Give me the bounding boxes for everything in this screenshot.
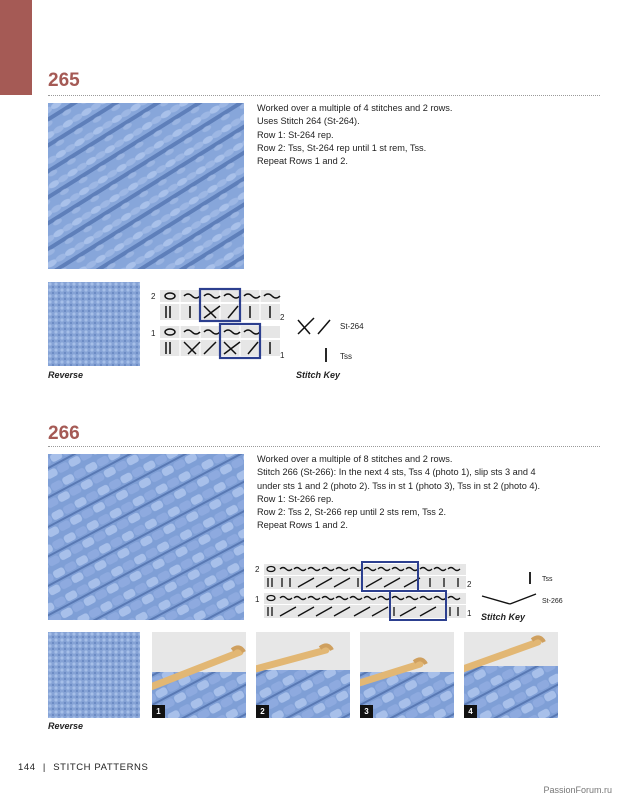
page-number: 144 <box>18 762 36 773</box>
key-label: St-264 <box>340 322 364 331</box>
reverse-caption: Reverse <box>48 370 84 380</box>
watermark: PassionForum.ru <box>543 785 612 795</box>
instruction-line: Worked over a multiple of 4 stitches and 2 rows. <box>257 103 453 113</box>
step-photo-2 <box>256 632 350 718</box>
step-photo-3 <box>360 632 454 718</box>
chart-row-number: 1 <box>151 329 156 338</box>
step-photo-4 <box>464 632 558 718</box>
instruction-line: Stitch 266 (St-266): In the next 4 sts, Tss 4 (photo 1), slip sts 3 and 4 <box>257 467 536 478</box>
instruction-line: Row 1: St-266 rep. <box>257 493 334 504</box>
instruction-line: Repeat Rows 1 and 2. <box>257 520 348 531</box>
instruction-line: Row 1: St-264 rep. <box>257 129 334 140</box>
stitch-key-title: Stitch Key <box>296 370 341 380</box>
chart-row-number: 2 <box>280 313 285 322</box>
chart-row-number: 2 <box>255 565 260 574</box>
stitch-key-title: Stitch Key <box>481 612 526 622</box>
step-badge: 3 <box>360 705 373 718</box>
instruction-line: Repeat Rows 1 and 2. <box>257 156 348 167</box>
reverse-caption: Reverse <box>48 721 84 731</box>
step-badge: 4 <box>464 705 477 718</box>
instruction-line: Row 2: Tss, St-264 rep until 1 st rem, Tss. <box>257 142 427 153</box>
pattern-number-266: 266 <box>48 423 80 444</box>
section-divider <box>48 446 600 447</box>
step-photo-1 <box>152 632 246 718</box>
stitch-chart-266 <box>254 560 476 622</box>
instructions-266 <box>257 453 602 533</box>
chart-row-number: 2 <box>467 580 472 589</box>
key-label: Tss <box>542 576 553 583</box>
chart-row-number: 1 <box>280 351 285 360</box>
reverse-photo-265 <box>48 282 140 366</box>
step-badge: 1 <box>152 705 165 718</box>
instruction-line: Uses Stitch 264 (St-264). <box>257 116 360 127</box>
stitch-key-266 <box>480 568 590 612</box>
chapter-tab <box>0 0 32 95</box>
swatch-photo-266 <box>48 454 244 620</box>
chart-row-number: 1 <box>255 595 260 604</box>
chart-row-number: 1 <box>467 609 472 618</box>
stitch-chart-265 <box>148 284 288 370</box>
page-footer <box>18 762 148 773</box>
crossed-stitch-icon <box>298 318 330 334</box>
instructions-265 <box>257 102 597 168</box>
section-divider <box>48 95 600 96</box>
step-badge: 2 <box>256 705 269 718</box>
chart-row-number: 2 <box>151 292 156 301</box>
footer-separator: | <box>42 762 46 773</box>
reverse-photo-266 <box>48 632 140 718</box>
instruction-line: under sts 1 and 2 (photo 2). Tss in st 1 (photo 3), Tss in st 2 (photo 4). <box>257 480 541 491</box>
instruction-line: Worked over a multiple of 8 stitches and 2 rows. <box>257 454 453 464</box>
key-label: Tss <box>340 352 352 361</box>
crossed-stitch-icon <box>482 594 536 604</box>
key-label: St-266 <box>542 598 563 605</box>
stitch-key-265 <box>296 314 386 374</box>
swatch-photo-265 <box>48 103 244 269</box>
pattern-number-265: 265 <box>48 70 80 91</box>
instruction-line: Row 2: Tss 2, St-266 rep until 2 sts rem, Tss 2. <box>257 507 447 518</box>
section-title: STITCH PATTERNS <box>53 762 149 773</box>
